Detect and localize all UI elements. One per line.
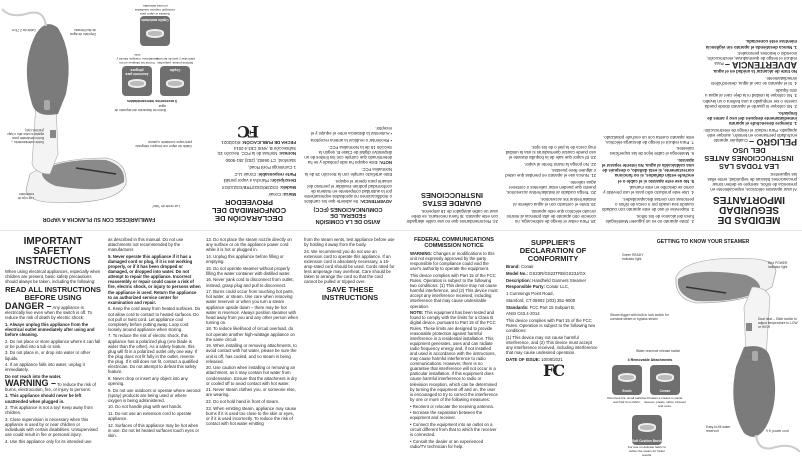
list-paragraph xyxy=(206,343,298,363)
list-paragraph xyxy=(406,209,498,224)
attachments-heading: 3 accesorios intercambiables xyxy=(126,99,178,103)
list-paragraph xyxy=(5,362,101,372)
fcc-logo-icon: FC xyxy=(238,121,260,141)
list-paragraph xyxy=(504,197,596,207)
label-power-light: Luz roja de encendido xyxy=(17,192,34,200)
paragraph-text: 19. When installing or removing attachments, to avoid contact with hot water, please be sure the unit is off, has cooled, and no steam is being released. xyxy=(206,343,297,364)
paragraph-text: ANSI C63.4-2014 xyxy=(506,311,540,317)
label-release-switch: Botón de liberación del depósito de agua xyxy=(114,104,166,112)
sdoc-title: SUPPLIER'S DECLARATION OF CONFORMITY xyxy=(519,238,587,263)
danger-paragraph xyxy=(701,128,797,148)
paragraph-text: 15. Do not operate steamer without properly filling the water container with distilled water. xyxy=(206,265,291,276)
attachments-heading: 3 Removable Attachments xyxy=(627,358,673,362)
bold-text: Do not reach into the water. xyxy=(5,373,62,379)
list-paragraph xyxy=(506,271,600,276)
paragraph-text: 24. We recommend you do not use an extension cord to operate this appliance. If an extension cord is absolutely necessary, a 15-amp-rated cord should be used. Cords rated for less amperage may overheat. Care should be taken to arrange the cord so that the cord cannot be pulled or tripped over. xyxy=(304,248,395,285)
list-paragraph xyxy=(206,237,298,252)
paragraph-text: 24. Recomendamos que no use cable alargador con este aparato. Si fuera necesario, se debe usar un cable alargador de 15 amperios. xyxy=(406,208,498,224)
list-paragraph xyxy=(410,273,498,309)
bold-text: 5. Never operate this appliance if it has a damaged cord or plug, if it is not working properly, or if it has been dropped or damaged, or dropped into water. Do not attempt to repair the appliance. Incorrect reassembly or repair could cause a risk of fire, electric shock, or injury to persons when the appliance is used. Return the appliance to an authorized service center for examination and repair. xyxy=(108,253,201,305)
paragraph-text: 8. Never drop or insert any object into any opening. xyxy=(108,375,188,386)
paragraph-text: 3. No coloque la unidad ni la deje caer al agua u otro líquido. xyxy=(705,87,797,98)
danger-paragraph xyxy=(5,300,101,321)
bold-text: DATE OF ISSUE: xyxy=(506,356,541,362)
paragraph-text: 7. Para reducir el riesgo de descarga eléctrica, este aparato cuenta con un enchufe polarizado. xyxy=(603,134,694,145)
paragraph-text: 4. If an appliance falls into water, unplug it immediately. xyxy=(5,362,85,373)
paragraph-text: 2. No coloque ni guarde el aparato donde pueda caerse o ser empujado a una bañera o un lavabo. xyxy=(702,99,797,110)
warning-text: Para reducir el riesgo de quemaduras, electrocución, incendio o lesiones personales: xyxy=(706,51,797,67)
safety-list-end xyxy=(304,237,396,284)
paragraph-text: as described in this manual. Do not use attachments not recommended by the manufacturer. xyxy=(108,237,184,253)
list-paragraph xyxy=(5,393,101,403)
paragraph-text: Se advierte que los cambios o modificaciones no aprobados expresamente por la autoridad competente en materia de conformidad podrían invalidar el permiso del usuario para operar el equipo. xyxy=(304,178,392,204)
danger-list xyxy=(701,69,797,126)
bold-text: 1. Nunca desatienda el aparato sin vigilancia mientras esté conectado. xyxy=(705,39,797,50)
paragraph-text: 4. Use este producto sólo para el uso previsto y como se describe en este manual. xyxy=(603,185,694,196)
paragraph-text: 3. Supervise el uso de este aparato con cuidado cuando sea usado por o cerca de niños o personas con ciertas discapacidades. xyxy=(602,197,694,213)
paragraph-text: Conair LLC xyxy=(234,171,258,177)
warning-paragraph xyxy=(5,377,101,392)
sdoc-title: DECLARACIÓN DE CONFORMIDAD DEL PROVEEDOR xyxy=(211,198,287,223)
warning-list xyxy=(5,393,101,444)
list-paragraph xyxy=(206,399,298,404)
paragraph-text: GS23R/GS23TRB/GS23J/GX xyxy=(221,184,280,190)
paragraph-text: 23. When emitting steam, appliance may cause burns if it is used too close to the skin or eyes, or if it is used incorrectly. To reduce the risk of contact with hot water emitting xyxy=(206,405,297,427)
list-paragraph xyxy=(410,410,498,420)
paragraph-text: Este artefacto cumple con la Sección 15 de la Normativa FCC. xyxy=(304,166,392,177)
list-paragraph xyxy=(506,335,600,355)
list-paragraph xyxy=(108,306,201,331)
list-paragraph xyxy=(206,266,298,276)
bold-text: Model No.: xyxy=(506,271,528,277)
list-paragraph xyxy=(304,126,392,136)
supplier-declaration xyxy=(202,121,296,224)
list-paragraph xyxy=(206,277,298,287)
bold-text: Parte responsable: xyxy=(257,171,296,177)
bold-text: WARNING: xyxy=(410,251,433,256)
list-paragraph xyxy=(701,39,797,49)
paragraph-text: 1 Cummings Point Road, xyxy=(248,164,296,170)
paragraph-text: This equipment has been tested and found to comply with the limits for a Class B digital device, pursuant to Part 15 of the FCC Rules. These limits are designed to provide reasonable protection against harmful interference in a residential installation. This equipment generates, uses and can radiate radio frequency energy and, if not installed and used in accordance with the instructions, may cause harmful interference to radio communications. However, there is no guarantee that interference will not occur in a particular installation. If this equipment does cause harmful interference to radio or television reception, which can be determined by turning the equipment off and on, the user is encouraged to try to correct the interference by one or more of the following measures: xyxy=(410,310,498,402)
list-paragraph xyxy=(410,439,498,449)
list-paragraph xyxy=(202,185,296,190)
sdoc-details xyxy=(202,140,296,197)
paragraph-text: 2. This appliance is not a toy! Keep away from children. xyxy=(5,405,93,416)
bold-text: NOTE: xyxy=(410,310,424,316)
save-instructions-heading: SAVE THESE INSTRUCTIONS xyxy=(321,285,379,303)
danger-text: Cualquier aparato enchufado permanece en tensión, aunque esté apagado. Para reducir el riesgo de electrocución: xyxy=(703,128,797,144)
paragraph-text: 20. Tenga cuidado al instalar/retirar accesorios, puesto que pueden estar calientes o contener agua caliente. xyxy=(506,180,596,196)
paragraph-text: 14. Unplug this appliance before filling or emptying. xyxy=(206,253,284,264)
warning-word: WARNING – xyxy=(5,377,57,388)
label-ready-light: Luz verde de "listo" xyxy=(151,204,180,208)
list-paragraph xyxy=(504,145,596,160)
paragraph-text: 13. Do not place the steam nozzle directly on any surface or on the appliance power cord while it is hot or plugged in. xyxy=(206,237,292,253)
list-paragraph xyxy=(506,298,600,303)
list-paragraph xyxy=(202,171,296,176)
list-paragraph xyxy=(701,76,797,86)
attachment-caption: Forma los pliegues en los pantalones, mangas, blusas y más. xyxy=(116,53,158,65)
list-paragraph xyxy=(504,209,596,224)
label-dual-heat: Dual heat – Slide switch to adjust temperature to LOW or HIGH xyxy=(758,317,798,329)
paragraph-text: 22. Do not hold hand in front of steam. xyxy=(206,399,280,405)
label-water-reservoir: Easy-to-fill water reservoir xyxy=(706,425,731,433)
list-paragraph xyxy=(108,411,201,421)
list-paragraph xyxy=(601,158,694,183)
list-paragraph xyxy=(601,135,694,145)
attachment-caption: Creates a crease in pants, sleeves, pleats, skirts, blouses and more. xyxy=(644,396,686,408)
danger-list xyxy=(5,322,101,379)
list-paragraph xyxy=(506,291,600,296)
paragraph-text: Plancha a vapor portátil xyxy=(223,178,270,184)
list-paragraph xyxy=(108,254,201,305)
list-paragraph xyxy=(410,251,498,271)
paragraph-text: • Increase the separation between the equipment and receiver. xyxy=(410,410,483,421)
paragraph-text: 4. Use this appliance only for its intended use xyxy=(5,438,92,444)
list-paragraph xyxy=(5,439,101,444)
paragraph-text: 3. Close supervision is necessary when this appliance is used by or near children or individuals with certain disabilities. Unsupervised use could result in fire or personal injury. xyxy=(5,417,98,438)
list-paragraph xyxy=(506,311,600,316)
warning-paragraph xyxy=(701,51,797,71)
safety-column-3 xyxy=(206,237,298,428)
list-paragraph xyxy=(206,387,298,397)
attachment-soft-brush-icon xyxy=(140,16,170,46)
paragraph-text: 23. El vapor que sale de la boquilla durante el uso puede causar quemaduras si usa la unidad muy cerca de la piel o de los ojos. xyxy=(505,144,596,160)
list-paragraph xyxy=(202,178,296,183)
steamer-diagram xyxy=(2,2,196,226)
fcc-paragraphs xyxy=(410,251,498,449)
bold-text: 1. This appliance should never be left unattended when plugged in. xyxy=(5,393,82,404)
list-paragraph xyxy=(410,404,498,409)
paragraph-text: Conair LLC, xyxy=(544,284,570,290)
attachment-caption: Suaviza el vapor para conseguir mejores resultados en telas delicadas. xyxy=(134,4,176,16)
attachment-caption: For use on delicate fabric to soften the steam for better results. xyxy=(627,445,667,457)
list-paragraph xyxy=(601,146,694,156)
attachment-name: Crease xyxy=(659,389,671,393)
paragraph-text: Normas de la FCC, Sección 15, Subsección B, ANSI C63.4-2014 xyxy=(216,146,296,157)
bold-text: 1. Always unplug this appliance from the electrical outlet immediately after using and before cleaning. xyxy=(5,321,95,337)
label-power-cord: 9 ft. power cord xyxy=(766,429,789,433)
safety-list-end xyxy=(406,209,498,224)
list-paragraph xyxy=(504,168,596,178)
attachment-name: Brush xyxy=(622,389,632,393)
safety-column-4 xyxy=(304,237,396,304)
list-paragraph xyxy=(304,237,396,247)
danger-text: Any appliance is electrically live even when the switch is off. To reduce the risk of death by electric shock: xyxy=(5,304,93,321)
paragraph-text: This device complies with Part 15 of the FCC Rules. Operation is subject to the following two conditions: xyxy=(506,317,596,334)
safety-title: MEDIDAS DE SEGURIDAD IMPORTANTES xyxy=(712,194,786,225)
list-paragraph xyxy=(601,214,694,224)
fcc-paragraphs xyxy=(304,126,392,204)
paragraph-text: 11. Do not use an extension cord to operate appliance. xyxy=(108,411,192,422)
bold-text: 1. Siempre desenchufe el aparato inmediatamente después del uso y antes de limpiarlo. xyxy=(707,111,797,127)
paragraph-text: 17. Burns could occur from touching hot parts, hot water, or steam. Use care when removing water reservoir or when you turn a steam appliance upside down – there may be hot water in reservoir. Always position steamer with head away from you and any other person when turning on. xyxy=(206,289,298,325)
danger-word: DANGER – xyxy=(5,300,52,311)
list-paragraph xyxy=(304,138,392,143)
list-paragraph xyxy=(506,284,600,289)
intro-text: Al usar aparatos eléctricos, especialmente en presencia de niños, siempre se deben tomar precauciones básicas de seguridad, entre ellas las siguientes: xyxy=(707,171,797,192)
bold-text: Standards: xyxy=(506,304,529,310)
paragraph-text: Handheld Garment Steamer xyxy=(531,277,587,283)
paragraph-text: 1 Cummings Point Road, xyxy=(506,291,554,297)
paragraph-text: Changes or modifications to this unit not expressly approved by the party responsible for compliance could void the user's authority to operate the equipment. xyxy=(410,251,495,272)
label-release-switch: Water reservoir release switch xyxy=(636,349,681,353)
save-instructions-heading: GUARDE ESTAS INSTRUCCIONES xyxy=(420,190,484,208)
paragraph-text: This device complies with Part 15 of the FCC Rules. Operation is subject to the following two conditions: (1) This device may not cause harmful interference, and (2) This device must accept any interference received, including interference that may cause undesirable operation. xyxy=(410,272,498,309)
list-paragraph xyxy=(506,305,600,310)
list-paragraph xyxy=(108,404,201,409)
warning-word: ADVERTENCIA – xyxy=(724,60,797,71)
list-paragraph xyxy=(206,406,298,426)
list-paragraph xyxy=(601,197,694,212)
list-paragraph xyxy=(108,376,201,386)
spanish-half xyxy=(0,0,802,230)
safety-column-2 xyxy=(601,133,694,224)
list-paragraph xyxy=(504,180,596,195)
paragraph-text: 3. Do not place in, or drop into water or other liquids. xyxy=(5,350,91,361)
paragraph-text: 21. Nunca use el aparato en prendas que usted o alguien lleve puestas. xyxy=(505,168,596,179)
paragraph-text: 20. Use caution when installing or removing an attachment, as it may contain hot water from condensation. Ensure that the attachment is dry or cooled off to avoid contact with hot water. xyxy=(206,365,298,386)
paragraph-text: • Aumentar la distancia entre el equipo y el receptor. xyxy=(310,126,392,137)
paragraph-text: Conair xyxy=(519,264,534,270)
list-paragraph xyxy=(202,158,296,163)
attachment-crease-icon xyxy=(122,66,152,96)
paragraph-text: 19. Evite el contacto con el agua caliente al instalar/retirar los accesorios. xyxy=(513,197,596,208)
bold-text: FECHA DE PUBLICACIÓN: xyxy=(241,139,296,145)
label-steam-trigger: Gatillo de vapor con bloqueo integrado para vapor constante o pausa xyxy=(135,140,192,148)
paragraph-text: Stamford, CT 06902 (203) 351-9000 xyxy=(506,297,576,303)
paragraph-text: 4. Si el aparato se cae al agua, desenchúfelo inmediatamente. xyxy=(711,75,797,86)
label-steam-trigger: Steam trigger with built-in lock switch for constant steam or bypass steam xyxy=(610,313,669,321)
bold-text: Brand: xyxy=(506,264,520,270)
list-paragraph xyxy=(206,326,298,341)
supplier-declaration xyxy=(506,237,600,380)
fcc-title: AVISO DE LA COMISIÓN FEDERAL DE COMUNICACIONES (FCC) xyxy=(313,206,383,224)
paragraph-text: FCC Part 15 Subpart B, xyxy=(528,304,576,310)
list-paragraph xyxy=(108,237,201,252)
warning-list xyxy=(701,39,797,49)
attachment-name: Cepillo acolchado xyxy=(141,18,169,22)
fcc-notice xyxy=(410,237,498,451)
paragraph-text: Este equipo ha sido probado y se ha determinado que cumple con los límites de un dispositivo digital de Clase B, según la Sección 15 de la Normativa FCC. xyxy=(304,144,392,166)
list-paragraph xyxy=(410,310,498,402)
list-paragraph xyxy=(108,423,201,438)
paragraph-text: 2. ¡Este aparato no es un juguete! Manténgalo fuera del alcance de los niños. xyxy=(605,213,694,224)
paragraph-text: GS23R/GS23TRB/GS23J/GX xyxy=(527,271,586,277)
list-paragraph xyxy=(108,333,201,374)
safety-column-1 xyxy=(701,38,797,224)
list-paragraph xyxy=(108,388,201,403)
paragraph-text: (1) This device may not cause harmful interference, and (2) This device must accept any interference received, including interference that may cause undesired operation. xyxy=(506,334,598,356)
attachment-brush-icon xyxy=(160,66,190,96)
paragraph-text: 18. To reduce likelihood of circuit overload, do not operate another high-wattage appliance on the same circuit. xyxy=(206,326,295,342)
bold-text: Normas: xyxy=(278,151,296,157)
attachment-name: Cepillo xyxy=(169,68,181,72)
bold-text: Descripción: xyxy=(269,178,296,184)
fcc-logo-icon: FC xyxy=(542,360,564,380)
paragraph-text: • Reorient or relocate the receiving antenna. xyxy=(410,403,494,409)
label-power-light: Red POWER indicator light xyxy=(768,261,788,269)
paragraph-text: • Connect the equipment into an outlet on a circuit different from that to which the receiver is connected. xyxy=(410,421,497,438)
paragraph-text: 10/08/2021 xyxy=(540,356,563,362)
paragraph-text: • Reorientar o reubicar la antena receptora. xyxy=(309,138,392,144)
list-paragraph xyxy=(304,145,392,165)
paragraph-text: Conair xyxy=(268,191,283,197)
paragraph-text: from the steam vents, test appliance before use by holding it away from the body. xyxy=(304,237,395,248)
danger-word: PELIGRO – xyxy=(748,137,797,148)
bold-text: Responsible Party: xyxy=(506,284,545,290)
paragraph-text: 16. Never yank cord to disconnect from outlet; instead, grasp plug and pull to disconnect. xyxy=(206,277,294,288)
paragraph-text: 6. Mantenga el cable lejos de las superficies calientes. xyxy=(609,146,694,157)
attachment-caption: Elimina pelusa, pequeñas partículas y pelo de las telas. xyxy=(155,57,195,65)
paragraph-text: 22. No ponga la mano frente al vapor. xyxy=(524,161,596,167)
fcc-title: FEDERAL COMMUNICATIONS COMMISSION NOTICE xyxy=(414,237,494,249)
paragraph-text: 21. Never steam clothes you, or someone else, are wearing. xyxy=(206,387,296,398)
label-ready-light: Green READY indicator light xyxy=(622,253,644,261)
list-paragraph xyxy=(202,146,296,156)
safety-column-3 xyxy=(504,143,596,224)
list-paragraph xyxy=(206,254,298,264)
diagram-title: GETTING TO KNOW YOUR STEAMER xyxy=(656,239,750,245)
list-paragraph xyxy=(506,264,600,269)
label-water-reservoir: Depósito de agua de fácil llenado xyxy=(70,28,96,36)
list-paragraph xyxy=(410,422,498,437)
list-paragraph xyxy=(5,405,101,415)
safety-title: IMPORTANT SAFETY INSTRUCTIONS xyxy=(15,236,91,267)
paragraph-text: 10. Do not handle plug with wet hands. xyxy=(108,404,183,410)
steamer-diagram xyxy=(606,235,800,459)
english-half xyxy=(0,231,802,461)
read-all-heading: LEA TODAS LAS INSTRUCCIONES ANTES DEL USO xyxy=(704,146,794,171)
safety-column-2 xyxy=(108,237,201,440)
list-paragraph xyxy=(5,339,101,349)
read-all-heading: READ ALL INSTRUCTIONS BEFORE USING xyxy=(5,285,101,303)
bold-text: No trate de alcanzar la unidad en el agua. xyxy=(712,69,797,75)
list-paragraph xyxy=(504,162,596,167)
attachment-crease-icon xyxy=(650,365,680,395)
list-paragraph xyxy=(506,278,600,283)
safety-column-1 xyxy=(5,237,101,446)
list-paragraph xyxy=(202,165,296,170)
paragraph-text: 7. To reduce the risk of electric shock, this appliance has a polarized plug (one blade is wider than the other). As a safety feature, this plug will fit in a polarized outlet only one way. If the plug does not fit fully in the outlet, reverse the plug. If it still does not fit, contact a qualified electrician. Do not attempt to defeat this safety feature. xyxy=(108,333,199,375)
bold-text: Modelo: xyxy=(279,184,296,190)
bold-text: 5. No use este aparato si el cable o el enchufe están dañados, si no funciona correctamente, si está dañado, o después de una caída/caída al agua. No intente reparar el aparato. xyxy=(601,158,694,184)
attachment-name: Soft Cushion Brush xyxy=(632,439,662,443)
attachment-caption: Removes lint, small particles and hair from fabric. xyxy=(607,396,647,404)
paragraph-text: 2. Do not place or store appliance where it can fall or be pulled into a tub or sink. xyxy=(5,338,101,349)
paragraph-text: Stamford, CT 06902, (203) 351-9000 xyxy=(225,158,296,164)
attachment-brush-icon xyxy=(612,365,642,395)
paragraph-text: 6. Keep the cord away from heated surfaces. Do not allow cord to contact to heated surfaces. Do not pull or twist cord. Let appliance cool completely before putting away. Loop cord loosely around appliance when storing. xyxy=(108,306,201,332)
attachment-soft-brush-icon xyxy=(632,415,662,445)
list-paragraph xyxy=(304,167,392,177)
label-dual-heat: Doble calentamiento – Botón deslizable para ajustar a calor alto o bajo (HIGH/LOW) xyxy=(7,128,44,144)
bold-text: ADVERTENCIA: xyxy=(359,199,392,204)
list-paragraph xyxy=(5,417,101,437)
list-paragraph xyxy=(304,249,396,285)
bold-text: Description: xyxy=(506,277,532,283)
list-paragraph xyxy=(701,88,797,98)
warning-text: To reduce the risk of burns, electrocution, fire, or injury to persons: xyxy=(5,381,96,392)
intro-text: When using electrical appliances, especially when children are present, basic safety precautions should always be taken, including the following: xyxy=(5,269,101,285)
paragraph-text: 9. Do not use outdoors or operate where aerosol (spray) products are being used or where oxygen is being administered. xyxy=(108,387,201,403)
bold-text: NOTA: xyxy=(378,160,392,166)
list-paragraph xyxy=(206,289,298,325)
list-paragraph xyxy=(5,350,101,360)
label-power-cord: Cable de 2.75 m xyxy=(11,28,36,32)
list-paragraph xyxy=(206,365,298,385)
list-paragraph xyxy=(506,318,600,333)
paragraph-text: 18. Para evitar el riesgo de sobrecarga, no conecte otro aparato de alta potencia al mismo circuito eléctrico que este aparato. xyxy=(506,208,596,224)
list-paragraph xyxy=(5,322,101,337)
list-paragraph xyxy=(701,99,797,109)
paragraph-text: 12. Surfaces of this appliance may be hot when in use. Do not let heated surfaces touch eyes or skin. xyxy=(108,422,200,439)
diagram-title: FAMILIARÍCESE CON SU PLANCHA A VAPOR xyxy=(42,216,156,222)
list-paragraph xyxy=(701,111,797,126)
paragraph-text: • Consult the dealer or an experienced radio/TV technician for help. xyxy=(410,438,484,449)
attachment-name: Accesorio para pliegues xyxy=(125,68,149,76)
sdoc-details xyxy=(506,264,600,361)
bold-text: Marca: xyxy=(282,191,296,197)
paragraph-text: 8/10/2021 xyxy=(221,139,242,145)
safety-column-4 xyxy=(406,189,498,224)
fcc-notice xyxy=(304,125,392,224)
list-paragraph xyxy=(304,179,392,204)
list-paragraph xyxy=(601,185,694,195)
list-paragraph xyxy=(202,192,296,197)
